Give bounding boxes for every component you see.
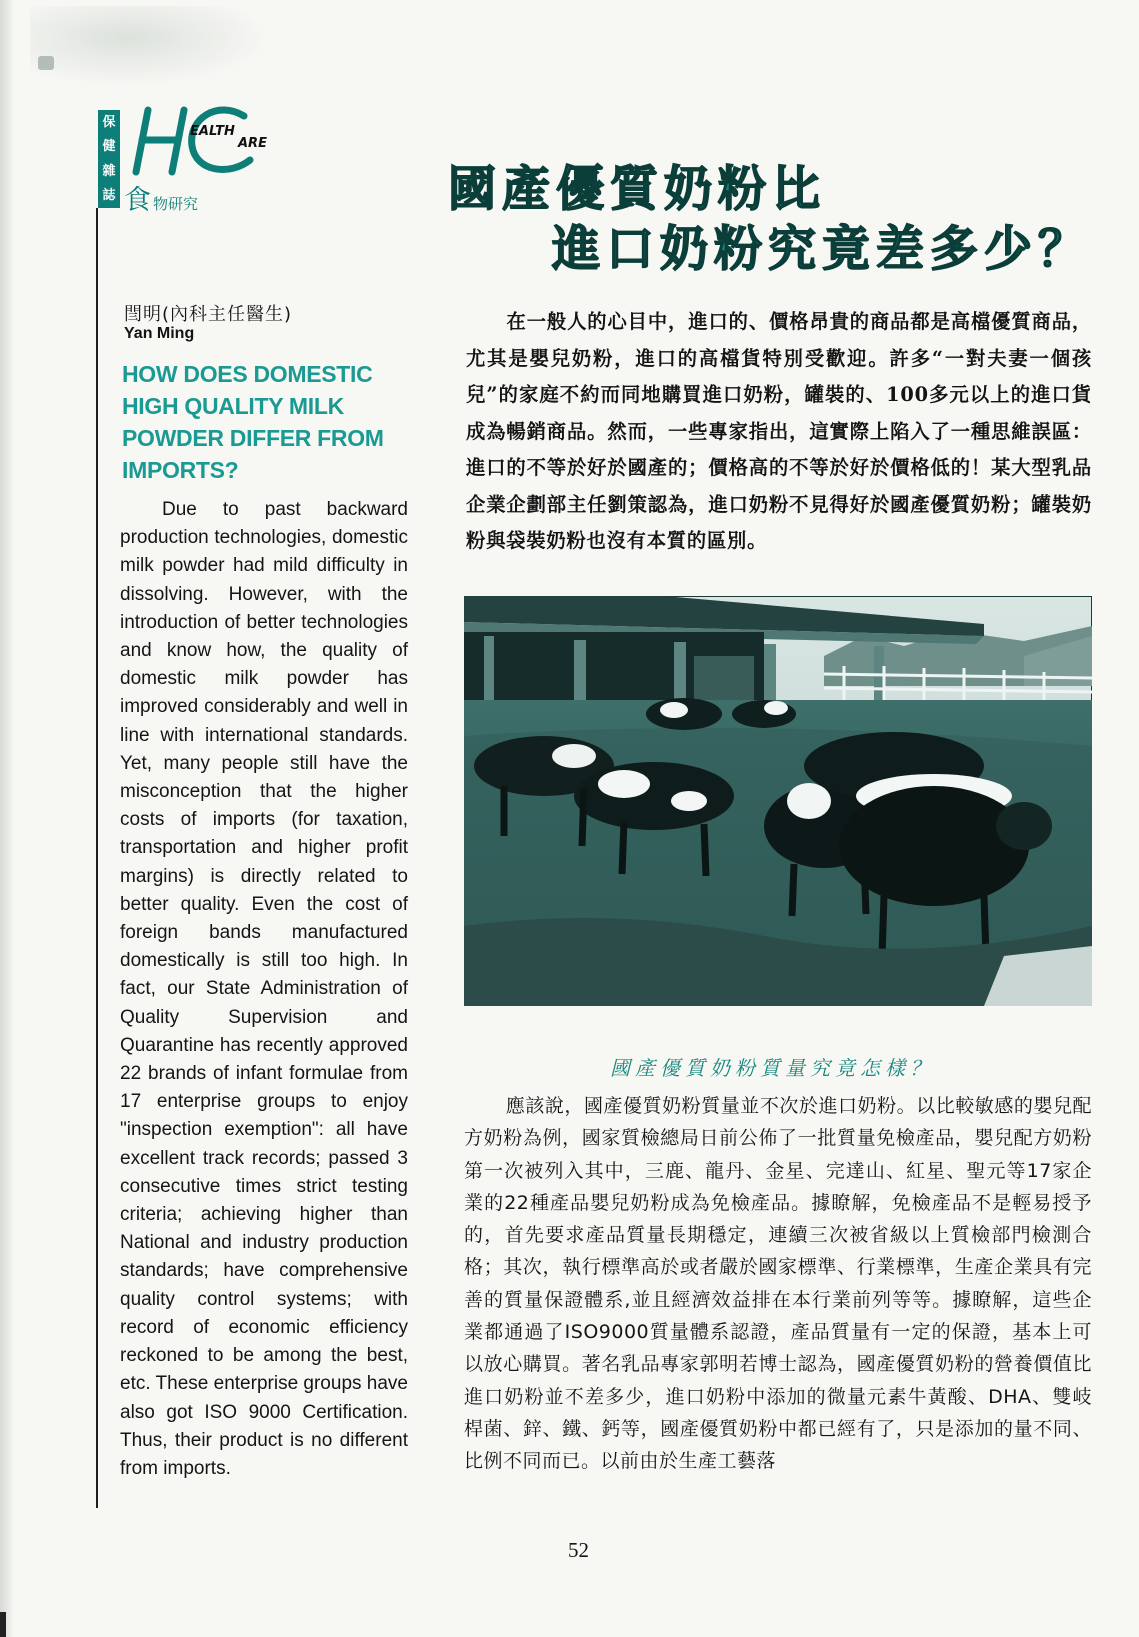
logo-are-text: ARE — [238, 136, 267, 151]
cows-photo-illustration — [464, 596, 1092, 1006]
article-title-line-1: 國產優質奶粉比 — [448, 161, 827, 217]
print-mark — [38, 56, 54, 70]
cows-grazing-photo — [464, 596, 1092, 1006]
author-english: Yan Ming — [124, 325, 195, 342]
side-char: 雜 — [102, 163, 116, 179]
section-label-small: 物研究 — [153, 195, 199, 213]
intro-paragraph — [466, 304, 1092, 560]
side-char: 健 — [102, 139, 116, 155]
healthcare-logo — [126, 100, 286, 180]
article-title-line-2: 進口奶粉究竟差多少？ — [552, 221, 1093, 277]
section-subheading: 國產優質奶粉質量究竟怎樣？ — [610, 1056, 935, 1080]
intro-text: 在一般人的心目中，進口的、價格昂貴的商品都是高檔優質商品，尤其是嬰兒奶粉，進口的高檔貨特別受歡迎。許多“一對夫妻一個孩兒”的家庭不約而同地購買進口奶粉，罐裝的、100多元以上的進口貨成為暢銷商品。然而，一些專家指出，這實際上陷入了一種思維誤區：進口的不等於好於國產的；價格高的不等於好於價格低的！某大型乳品企業企劃部主任劉策認為，進口奶粉不見得好於國產優質奶粉；罐裝奶粉與袋裝奶粉也沒有本質的區別。 — [466, 310, 1092, 552]
english-summary — [120, 496, 408, 1483]
logo-ealth-text: EALTH — [190, 124, 235, 139]
magazine-vertical-label — [98, 110, 120, 208]
section-label-big: 食 — [124, 185, 151, 216]
column-divider — [96, 208, 98, 1508]
english-heading: HOW DOES DOMESTIC HIGH QUALITY MILK POWDER DIFFER FROM IMPORTS? — [122, 361, 384, 483]
scan-mark — [0, 1612, 6, 1637]
page-edge-shadow — [0, 0, 14, 1637]
english-summary-text: Due to past backward production technologies, domestic milk powder had mild difficulty in dissolving. However, with the introduction of better technologies and know how, the quality of domestic milk powder has improved considerably and well in line with international standards. Yet, many people still have the misconception that the higher costs of imports (for taxation, transportation and higher profit margins) is directly related to better quality. Even the cost of foreign bands manufactured domestically is still too high. In fact, our State Administration of Quality Supervision and Quarantine has recently approved 22 brands of infant formulae from 17 enterprise groups to enjoy "inspection exemption": all have excellent track records; passed 3 consecutive times strict testing criteria; achieving higher than National and industry production standards; have comprehensive quality control systems; with record of economic efficiency reckoned to be among the best, etc. These enterprise groups have also got ISO 9000 Certification. Thus, their product is no different from imports. — [120, 499, 408, 1479]
side-char: 誌 — [102, 188, 116, 204]
print-smudge — [30, 6, 270, 86]
page-number: 52 — [568, 1538, 589, 1562]
author-chinese: 閆明(內科主任醫生) — [124, 304, 293, 325]
side-char: 保 — [102, 114, 116, 130]
body-paragraph — [464, 1090, 1092, 1478]
section-label — [124, 178, 198, 217]
body-text: 應該說，國產優質奶粉質量並不次於進口奶粉。以比較敏感的嬰兒配方奶粉為例，國家質檢總局日前公佈了一批質量免檢產品，嬰兒配方奶粉第一次被列入其中，三鹿、龍丹、金星、完達山、紅星、聖元等17家企業的22種產品嬰兒奶粉成為免檢產品。據瞭解，免檢產品不是輕易授予的，首先要求產品質量長期穩定，連續三次被省級以上質檢部門檢測合格；其次，執行標準高於或者嚴於國家標準、行業標準，生產企業具有完善的質量保證體系,並且經濟效益排在本行業前列等等。據瞭解，這些企業都通過了ISO9000質量體系認證，產品質量有一定的保證，基本上可以放心購買。著名乳品專家郭明若博士認為，國產優質奶粉的營養價值比進口奶粉並不差多少，進口奶粉中添加的微量元素牛黃酸、DHA、雙岐桿菌、鋅、鐵、鈣等，國產優質奶粉中都已經有了，只是添加的量不同、比例不同而已。以前由於生產工藝落 — [464, 1095, 1092, 1473]
